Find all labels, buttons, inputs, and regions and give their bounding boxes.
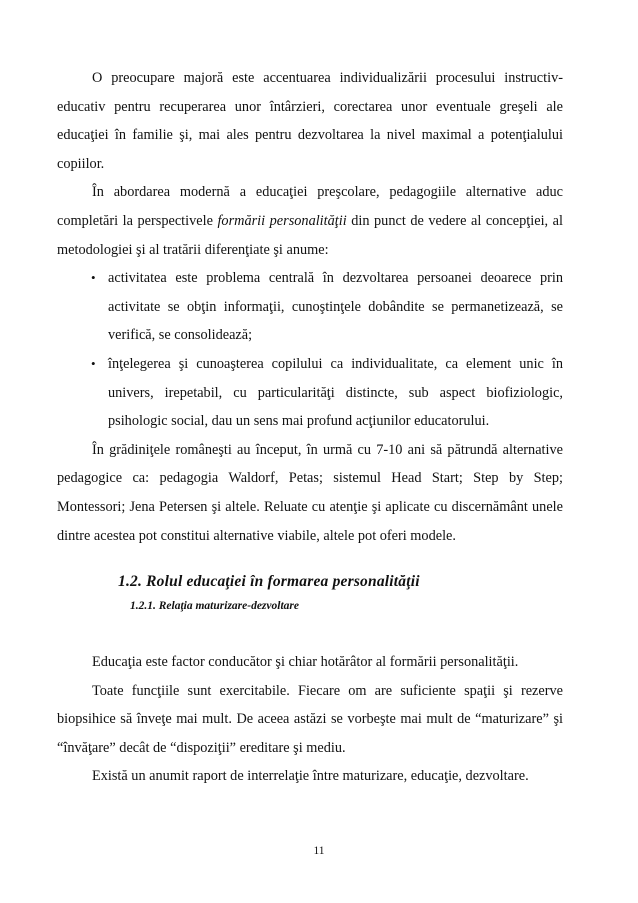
bullet-icon: •: [91, 355, 96, 371]
section-paragraph-3: Există un anumit raport de interrelaţie între maturizare, educaţie, dezvoltare.: [92, 768, 529, 785]
intro-paragraph-2-start: În abordarea modernă a educaţiei preşcolare, pedagogiile alternative aduc completări la perspectivele: [57, 184, 563, 229]
intro-paragraph-3: În grădiniţele româneşti au început, în urmă cu 7-10 ani să pătrundă alternative pedagogice ca: pedagogia Waldorf, Petas; sistemul Head Start; Step by Step; Montessori; Jena Petersen şi altele. Reluate cu atenţie şi aplicate cu discernământ unele dintre acestea pot constitui alternative viabile, altele pot oferi modele.: [57, 441, 563, 544]
document-page: [57, 64, 563, 791]
section-paragraph-1: Educaţia este factor conducător şi chiar hotărâtor al formării personalităţii.: [92, 654, 519, 671]
bullet-text: înţelegerea şi cunoaşterea copilului ca individualitate, ca element unic în univers, irepetabil, cu particularităţi distincte, sub aspect biofiziologic, psihologic social, dau un sens mai profund acţiunilor educatorului.: [108, 355, 563, 430]
intro-paragraph-2-end: din punct de vedere al concepţiei, al metodologiei şi al tratării diferenţiate şi anume:: [57, 212, 563, 258]
page-number: 11: [313, 845, 325, 857]
bullet-list: [57, 264, 563, 436]
intro-paragraph-2-emphasis: formării personalităţii: [217, 212, 347, 229]
intro-paragraph-1: O preocupare majoră este accentuarea individualizării procesului instructiv-educativ pentru recuperarea unor întârzieri, corectarea unor eventuale greşeli ale educaţiei în familie şi, mai ales pentru dezvoltarea la nivel maximal a potenţialului copiilor.: [57, 70, 563, 172]
subsection-heading: 1.2.1. Relaţia maturizare-dezvoltare: [130, 600, 299, 613]
section-body: [57, 616, 563, 791]
bullet-icon: •: [91, 270, 96, 286]
bullet-item: [57, 264, 563, 350]
bullet-item: [57, 350, 563, 436]
section-heading: 1.2. Rolul educaţiei în formarea personalităţii: [118, 573, 420, 591]
bullet-text: activitatea este problema centrală în dezvoltarea persoanei deoarece prin activitate se obţin informaţii, cunoştinţele dobândite se permanetizează, se verifică, se consolidează;: [108, 270, 563, 344]
intro-paragraph-2: [57, 178, 563, 264]
section-paragraph-2: Toate funcţiile sunt exercitabile. Fiecare om are suficiente spaţii şi rezerve biopsihice să înveţe mai mult. De aceea astăzi se vorbeşte mai mult de “maturizare” şi “învăţare” decât de “dispoziţii” ereditare şi mediu.: [57, 682, 563, 756]
